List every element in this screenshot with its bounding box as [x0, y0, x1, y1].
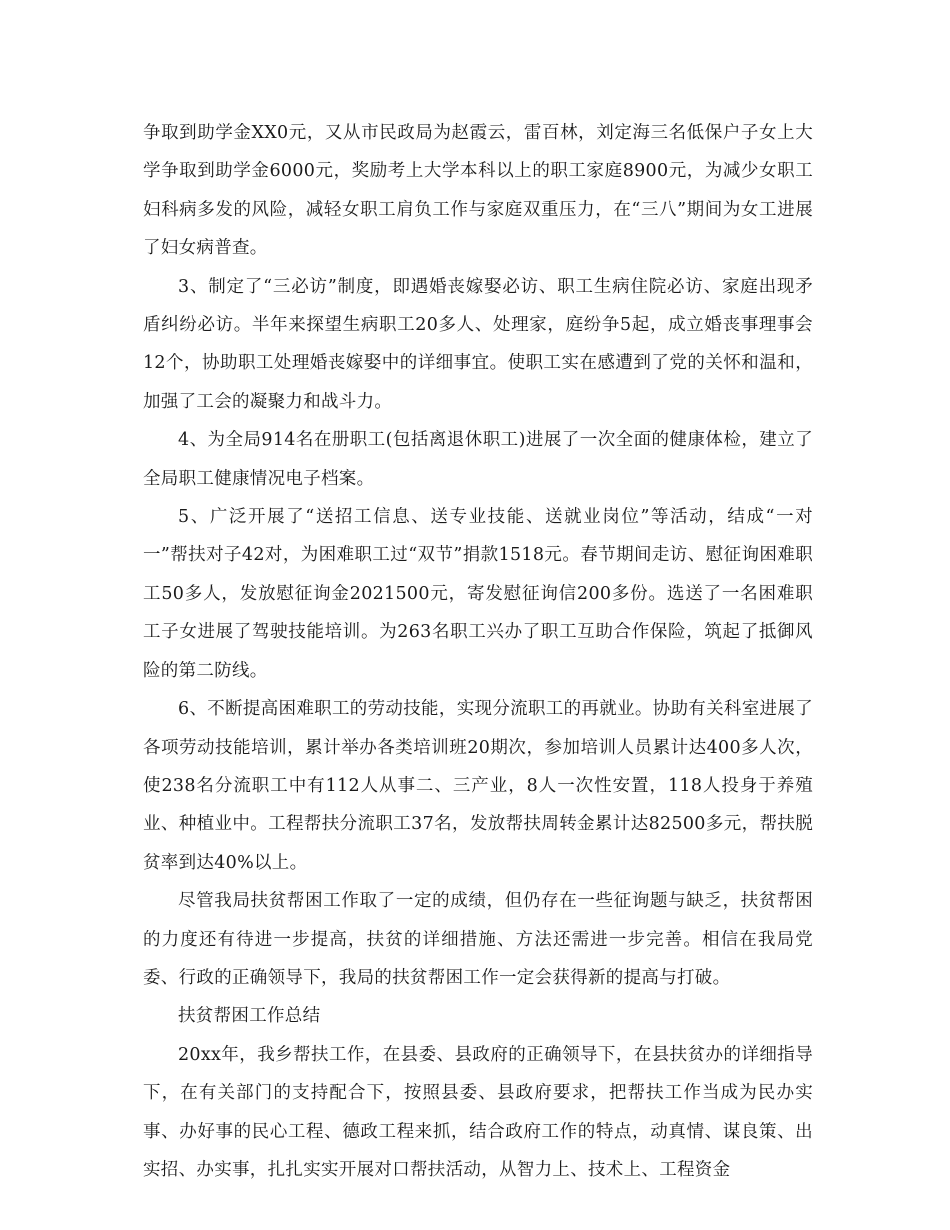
- paragraph-1: 争取到助学金XX0元，又从市民政局为赵霞云，雷百林，刘定海三名低保户子女上大学争取到助学金6000元，奖励考上大学本科以上的职工家庭8900元，为减少女职工妇科病多发的风险，减轻女职工肩负工作与家庭双重压力，在“三八”期间为女工进展了妇女病普查。: [143, 123, 813, 259]
- section-heading: 扶贫帮困工作总结: [178, 1006, 321, 1027]
- paragraph-3: 4、为全局914名在册职工(包括离退休职工)进展了一次全面的健康体检，建立了全局职工健康情况电子档案。: [143, 430, 813, 489]
- document-body: [143, 114, 813, 1189]
- paragraph-7: 20xx年，我乡帮扶工作，在县委、县政府的正确领导下，在县扶贫办的详细指导下，在有关部门的支持配合下，按照县委、县政府要求，把帮扶工作当成为民办实事、办好事的民心工程、德政工程来抓，结合政府工作的特点，动真情、谋良策、出实招、办实事，扎扎实实开展对口帮扶活动，从智力上、技术上、工程资金: [143, 1044, 813, 1180]
- paragraph-2: 3、制定了“三必访”制度，即遇婚丧嫁娶必访、职工生病住院必访、家庭出现矛盾纠纷必访。半年来探望生病职工20多人、处理家，庭纷争5起，成立婚丧事理事会12个，协助职工处理婚丧嫁娶中的详细事宜。使职工实在感遭到了党的关怀和温和，加强了工会的凝聚力和战斗力。: [143, 276, 813, 412]
- paragraph-4: 5、广泛开展了“送招工信息、送专业技能、送就业岗位”等活动，结成“一对一”帮扶对子42对，为困难职工过“双节”捐款1518元。春节期间走访、慰征询困难职工50多人，发放慰征询金2021500元，寄发慰征询信200多份。选送了一名困难职工子女进展了驾驶技能培训。为263名职工兴办了职工互助合作保险，筑起了抵御风险的第二防线。: [143, 507, 813, 681]
- paragraph-6: 尽管我局扶贫帮困工作取了一定的成绩，但仍存在一些征询题与缺乏，扶贫帮困的力度还有待进一步提高，扶贫的详细措施、方法还需进一步完善。相信在我局党委、行政的正确领导下，我局的扶贫帮困工作一定会获得新的提高与打破。: [143, 891, 813, 988]
- paragraph-5: 6、不断提高困难职工的劳动技能，实现分流职工的再就业。协助有关科室进展了各项劳动技能培训，累计举办各类培训班20期次，参加培训人员累计达400多人次，使238名分流职工中有112人从事二、三产业，8人一次性安置，118人投身于养殖业、种植业中。工程帮扶分流职工37名，发放帮扶周转金累计达82500多元，帮扶脱贫率到达40%以上。: [143, 699, 813, 873]
